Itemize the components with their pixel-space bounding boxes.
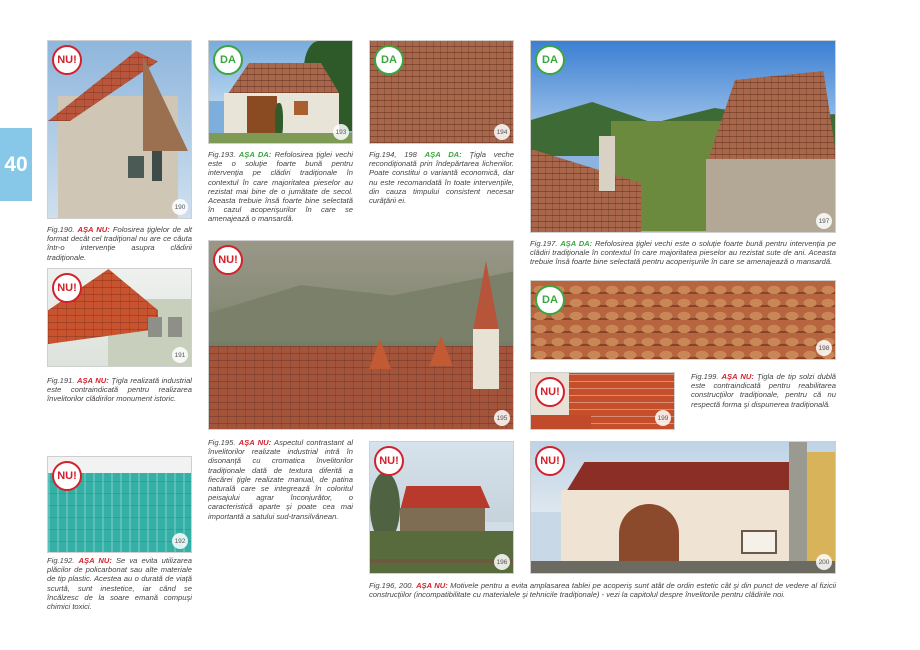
nu-badge: NU!: [52, 461, 82, 491]
figure-number: 194: [494, 124, 510, 140]
da-badge: DA: [535, 285, 565, 315]
caption-194: Fig.194, 198 AŞA DA: Ţigla veche recondiţionată prin îndepărtarea lichenilor. Poate constitui o variantă economică, dar nu este recomandată în toate intervenţiile, din cauza timpului consistent necesar curăţării ei.: [369, 150, 514, 206]
nu-badge: NU!: [374, 446, 404, 476]
photo-199: [530, 372, 675, 430]
photo-194: [369, 40, 514, 144]
figure-number: 193: [333, 124, 349, 140]
photo-197: [530, 40, 836, 233]
photo-195: [208, 240, 514, 430]
figure-number: 191: [172, 347, 188, 363]
figure-number: 196: [494, 554, 510, 570]
da-badge: DA: [535, 45, 565, 75]
nu-badge: NU!: [535, 446, 565, 476]
photo-192: [47, 456, 192, 553]
figure-number: 192: [172, 533, 188, 549]
photo-200: [530, 441, 836, 574]
photo-191: [47, 268, 192, 367]
page-number-tab: [0, 128, 32, 201]
figure-number: 195: [494, 410, 510, 426]
caption-190: Fig.190. AŞA NU: Folosirea ţiglelor de alt format decât cel tradiţional nu are ce căuta într-o intervenţie asupra clădirii tradiţionale.: [47, 225, 192, 262]
figure-number: 197: [816, 213, 832, 229]
nu-badge: NU!: [52, 273, 82, 303]
da-badge: DA: [213, 45, 243, 75]
caption-199: Fig.199. AŞA NU: Ţigla de tip solzi dublă este contraindicată pentru reabilitarea construcţiilor tradiţionale, pentru că nu respectă forma şi dispunerea tradiţională.: [691, 372, 837, 409]
caption-193: Fig.193. AŞA DA: Refolosirea ţiglei vechi este o soluţie foarte bună pentru intervenţia pe clădiri tradiţionale în contextul în care majoritatea pieselor au rezistat mai bine de o jumătate de secol. Aceasta trebuie însă foarte bine selectată în cazul acoperişurilor în care se amenajează o mansardă.: [208, 150, 353, 224]
nu-badge: NU!: [52, 45, 82, 75]
photo-196: [369, 441, 514, 574]
figure-number: 190: [172, 199, 188, 215]
da-badge: DA: [374, 45, 404, 75]
figure-number: 199: [655, 410, 671, 426]
caption-197: Fig.197. AŞA DA: Refolosirea ţiglei vechi este o soluţie foarte bună pentru intervenţia pe clădiri tradiţionale în contextul în care majoritatea pieselor au rezistat sute de ani. Aceasta trebuie însă foarte bine selectată pentru acoperişurile în care se amenajează o mansardă.: [530, 239, 836, 267]
caption-196: Fig.196, 200. AŞA NU: Motivele pentru a evita amplasarea tablei pe acoperiş sunt atât de ordin estetic cât şi din punct de vedere al fizicii construcţiilor (incompatibilitate cu materialele şi tehnicile tradiţionale) - vezi la capitolul despre învelitorile pentru clădirile noi.: [369, 581, 837, 600]
nu-badge: NU!: [213, 245, 243, 275]
caption-192: Fig.192. AŞA NU: Se va evita utilizarea plăcilor de policarbonat sau alte materiale de tip plastic. Acestea au o durată de viaţă scurtă, sunt inestetice, iar când se încălzesc de la soare emană compuşi chimici toxici.: [47, 556, 192, 612]
photo-190: [47, 40, 192, 219]
page-number: 40: [4, 152, 28, 176]
nu-badge: NU!: [535, 377, 565, 407]
photo-193: [208, 40, 353, 144]
photo-198: [530, 280, 836, 360]
caption-195: Fig.195. AŞA NU: Aspectul contrastant al învelitorilor realizate industrial intră în disonanţă cu cromatica învelitorilor tradiţionale dată de textura diferită a fiecărei ţigle realizate manual, de patina naturală care se integrează în coloritul peisajului agrar înconjurător, o caracteristică aparte şi poate cea mai importantă a satului sud-transilvănean.: [208, 438, 354, 521]
figure-number: 200: [816, 554, 832, 570]
caption-191: Fig.191. AŞA NU: Ţigla realizată industrial este contraindicată pentru realizarea învelitorilor clădirilor monument istoric.: [47, 376, 192, 404]
figure-number: 198: [816, 340, 832, 356]
